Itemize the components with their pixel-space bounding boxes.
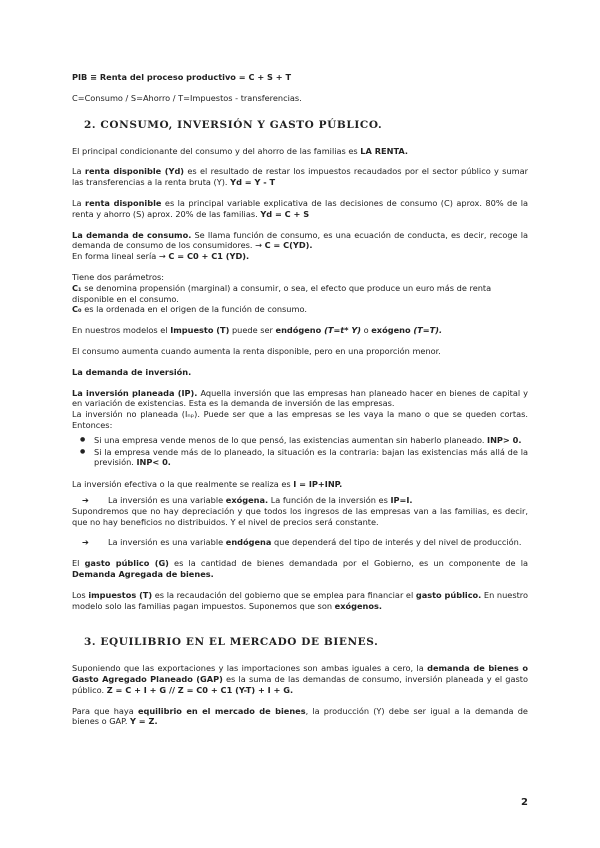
list-item: ● Si una empresa vende menos de lo que pensó, las existencias aumentan sin haberlo planeado. INP> 0. bbox=[94, 435, 528, 446]
para-equilibrio: Para que haya equilibrio en el mercado de bienes, la producción (Y) debe ser igual a la demanda de bienes o GAP. Y = Z. bbox=[72, 705, 528, 727]
bullet-list bbox=[72, 435, 528, 468]
document-page bbox=[72, 72, 528, 727]
para-consumo-aumenta: El consumo aumenta cuando aumenta la renta disponible, pero en una proporción menor. bbox=[72, 345, 441, 356]
section-heading-3: 3. EQUILIBRIO EN EL MERCADO DE BIENES. bbox=[84, 636, 379, 649]
para-renta-disponible: La renta disponible (Yd) es el resultado de restar los impuestos recaudados por el sector público y sumar las transferencias a la renta bruta (Y). Yd = Y - T bbox=[72, 166, 528, 188]
para-inversion-no-planeada: La inversión no planeada (Iₙₚ). Puede ser que a las empresas se les vaya la mano o que se queden cortas. Entonces: bbox=[72, 409, 528, 430]
para-supondremos: Supondremos que no hay depreciación y que todos los ingresos de las empresas van a las familias, es decir, que no hay beneficios no distribuidos. Y el nivel de precios será constante. bbox=[72, 505, 528, 527]
para-inversion-planeada: La inversión planeada (IP). Aquella inversión que las empresas han planeado hacer en bienes de capital y en variación de existencias. Esta es la demanda de inversión de las empresas. bbox=[72, 387, 528, 409]
pib-formula: PIB ≡ Renta del proceso productivo = C + S + T bbox=[72, 72, 292, 82]
para-renta: El principal condicionante del consumo y del ahorro de las familias es LA RENTA. bbox=[72, 145, 408, 156]
page-number: 2 bbox=[521, 797, 528, 808]
subheading-inversion: La demanda de inversión. bbox=[72, 366, 192, 377]
section-heading-2: 2. CONSUMO, INVERSIÓN Y GASTO PÚBLICO. bbox=[84, 118, 383, 131]
arrow-icon: ➔ bbox=[82, 494, 89, 505]
legend-line: C=Consumo / S=Ahorro / T=Impuestos - transferencias. bbox=[72, 92, 302, 103]
para-renta-variable: La renta disponible es la principal variable explicativa de las decisiones de consumo (C) aprox. 80% de la renta y ahorro (S) aprox. 20% de las familias. Yd = C + S bbox=[72, 197, 529, 219]
para-forma-lineal: En forma lineal sería → C = C0 + C1 (YD). bbox=[72, 251, 250, 262]
para-parametros: Tiene dos parámetros: bbox=[72, 271, 165, 282]
arrow-icon: ➔ bbox=[82, 537, 89, 548]
para-impuestos: Los impuestos (T) es la recaudación del gobierno que se emplea para financiar el gasto público. En nuestro modelo solo las familias pagan impuestos. Suponemos que son exógenos. bbox=[72, 589, 528, 611]
para-gap: Suponiendo que las exportaciones y las importaciones son ambas iguales a cero, la demanda de bienes o Gasto Agregado Planeado (GAP) es la suma de las demandas de consumo, inversión planeada y el gasto público. Z = C + I + G // Z = C0 + C1 (Y-T) + I + G. bbox=[72, 663, 529, 695]
para-c1: C₁ se denomina propensión (marginal) a consumir, o sea, el efecto que produce un euro más de renta disponible en el consumo. bbox=[72, 282, 492, 304]
para-demanda-consumo: La demanda de consumo. Se llama función de consumo, es una ecuación de conducta, es decir, recoge la demanda de consumo de los consumidores. → C = C(YD). bbox=[72, 229, 528, 251]
arrow-item-exogena: ➔ La inversión es una variable exógena. La función de la inversión es IP=I. bbox=[82, 494, 413, 505]
para-impuesto: En nuestros modelos el Impuesto (T) puede ser endógeno (T=t* Y) o exógeno (T=T). bbox=[72, 325, 443, 336]
arrow-item-endogena: ➔ La inversión es una variable endógena que dependerá del tipo de interés y del nivel de producción. bbox=[82, 537, 522, 548]
list-item: ● Si la empresa vende más de lo planeado, la situación es la contraria: bajan las existencias más allá de la previsión. INP< 0. bbox=[94, 447, 528, 469]
para-inversion-efectiva: La inversión efectiva o la que realmente se realiza es I = IP+INP. bbox=[72, 479, 343, 490]
para-gasto-publico: El gasto público (G) es la cantidad de bienes demandada por el Gobierno, es un componente de la Demanda Agregada de bienes. bbox=[72, 558, 528, 579]
para-c0: C₀ es la ordenada en el origen de la función de consumo. bbox=[72, 304, 307, 315]
